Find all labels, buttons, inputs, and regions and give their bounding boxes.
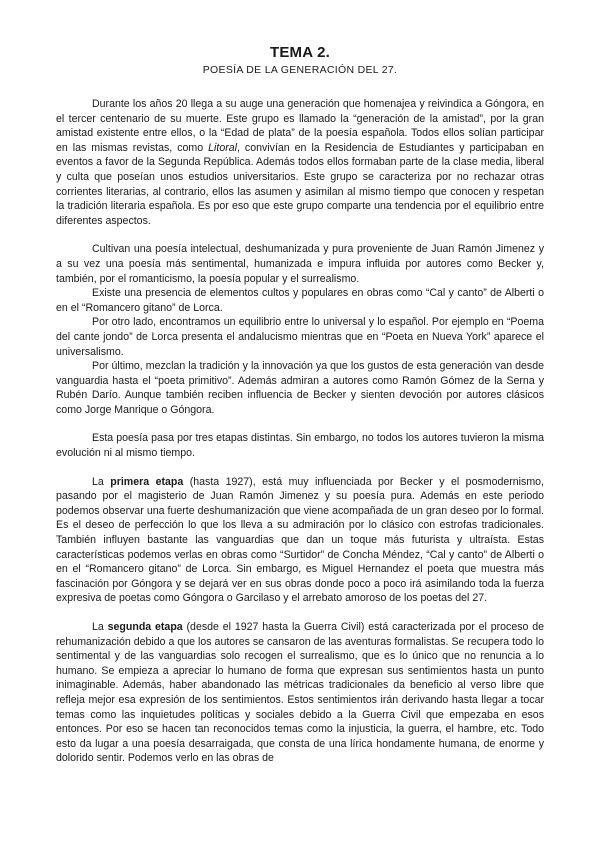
paragraph-intro	[56, 97, 544, 228]
primera-etapa-lead: La	[92, 475, 111, 488]
primera-etapa-text: (hasta 1927), está muy influenciada por Becker y el posmodernismo, pasando por el magisterio de Juan Ramón Jimenez y su poesía pura. Además en este periodo podemos observar una fuerte deshumanización que viene acompañada de un gran deseo por lo formal. Es el deseo de perfección lo que los lleva a su admiración por lo clásico con estrofas tradicionales. También influyen bastante las vanguardias que dan un toque más futurista y ultraísta. Estas características podemos verlas en obras como “Surtidor” de Concha Méndez, “Cal y canto” de Alberti o en el “Romancero gitano” de Lorca. Sin embargo, es Miguel Hernandez el poeta que muestra más fascinación por Góngora y se dejará ver en sus obras donde poco a poco irá asimilando toda la fuerza expresiva de poetas como Góngora o Garcilaso y el arrebato amoroso de los poetas del 27.	[56, 475, 544, 605]
segunda-etapa-text: (desde el 1927 hasta la Guerra Civil) está caracterizada por el proceso de rehumanización debido a que los autores se cansaron de las aventuras formalistas. Se recupera todo lo sentimental y de las vanguardias solo recogen el surrealismo, que es lo único que no renuncia a lo humano. Se empieza a apreciar lo humano de forma que expresan sus sentimientos hasta un punto inimaginable. Además, haber abandonado las métricas tradicionales da beneficio al verso libre que refleja mejor esa expresión de los sentimientos. Estos sentimientos irán derivando hasta llegar a tocar temas como las inquietudes políticas y sociales debido a la Guerra Civil que empezaba en esos entonces. Por eso se hacen tan reconocidos temas como la injusticia, la guerra, el hambre, etc. Todo esto da lugar a una poesía desarraigada, que consta de una lírica hondamente humana, de enorme y dolorido sentir. Podemos verlo en las obras de	[56, 621, 545, 765]
primera-etapa-heading: primera etapa	[110, 475, 184, 488]
page-subtitle: POESÍA DE LA GENERACIÓN DEL 27.	[202, 64, 398, 76]
page-title: TEMA 2.	[269, 44, 331, 61]
paragraph-intro-litoral: Litoral	[208, 141, 237, 154]
paragraph-segunda-etapa	[56, 620, 544, 766]
paragraph-cultivan: Cultivan una poesía intelectual, deshumanizada y pura proveniente de Juan Ramón Jimenez y a su vez una poesía más sentimental, humanizada e impura influida por autores como Becker y, también, por el romanticismo, la poesía popular y el surrealismo.	[56, 243, 544, 285]
paragraph-elementos: Existe una presencia de elementos cultos y populares en obras como “Cal y canto” de Alberti o en el “Romancero gitano” de Lorca.	[56, 287, 544, 314]
segunda-etapa-heading: segunda etapa	[107, 621, 183, 633]
paragraph-intro-text-a: Durante los años 20 llega a su auge una generación que homenajea y reivindica a Góngora, en el tercer centenario de su muerte. Este grupo es llamado la “generación de la amistad”, por la gran amistad existente entre ellos, o la “Edad de plata” de la poesía española. Todos ellos solían participar en las mismas revistas, como	[56, 98, 544, 154]
paragraph-primera-etapa	[56, 475, 544, 606]
paragraph-intro-text-b: , convivían en la Residencia de Estudiantes y participaban en eventos a favor de la Segunda República. Además todos ellos formaban parte de la clase media, liberal y culta que poseían unos estudios universitarios. Este grupo se caracteriza por no rechazar otras corrientes literarias, al contrario, ellos las asumen y asimilan al mismo tiempo que conocen y respetan la tradición literaria española. Es por eso que este grupo comparte una tendencia por el equilibrio entre diferentes aspectos.	[56, 141, 544, 227]
paragraph-etapas: Esta poesía pasa por tres etapas distintas. Sin embargo, no todos los autores tuvieron la misma evolución ni al mismo tiempo.	[56, 432, 544, 460]
paragraph-equilibrio: Por otro lado, encontramos un equilibrio entre lo universal y lo español. Por ejemplo en “Poema del cante jondo” de Lorca presenta el andalucismo mientras que en “Poeta en Nueva York” aparece el universalismo.	[56, 316, 544, 358]
segunda-etapa-lead: La	[92, 621, 108, 633]
paragraph-tradicion: Por último, mezclan la tradición y la innovación ya que los gustos de esta generación van desde vanguardia hasta el “poeta primitivo”. Además admiran a autores como Ramón Gómez de la Serna y Rubén Darío. Aunque también reciben influencia de Becker y sienten devoción por autores clásicos como Jorge Manrique o Góngora.	[56, 360, 544, 416]
